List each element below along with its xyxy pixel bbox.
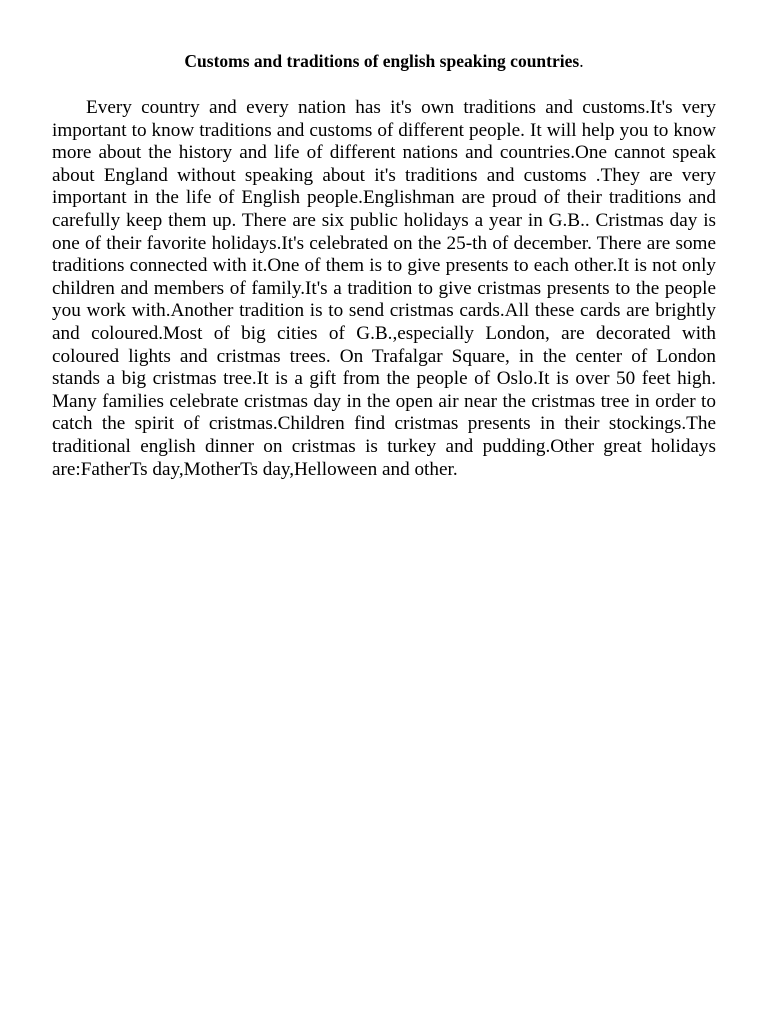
title-period: . [579,51,584,71]
title-text: Customs and traditions of english speaking countries [184,51,580,71]
page-title [52,50,716,72]
body-paragraph: Every country and every nation has it's own traditions and customs.It's very important to know traditions and customs of different people. It will help you to know more about the history and life of different nations and countries.One cannot speak about England without speaking about it's traditions and customs .They are very important in the life of English people.Englishman are proud of their traditions and carefully keep them up. There are six public holidays a year in G.B.. Cristmas day is one of their favorite holidays.It's celebrated on the 25-th of december. There are some traditions connected with it.One of them is to give presents to each other.It is not only children and members of family.It's a tradition to give cristmas presents to the people you work with.Another tradition is to send cristmas cards.All these cards are brightly and coloured.Most of big cities of G.B.,especially London, are decorated with coloured lights and cristmas trees. On Trafalgar Square, in the center of London stands a big cristmas tree.It is a gift from the people of Oslo.It is over 50 feet high. Many families celebrate cristmas day in the open air near the cristmas tree in order to catch the spirit of cristmas.Children find cristmas presents in their stockings.The traditional english dinner on cristmas is turkey and pudding.Other great holidays are:FatherTs day,MotherTs day,Helloween and other. [52,97,716,480]
